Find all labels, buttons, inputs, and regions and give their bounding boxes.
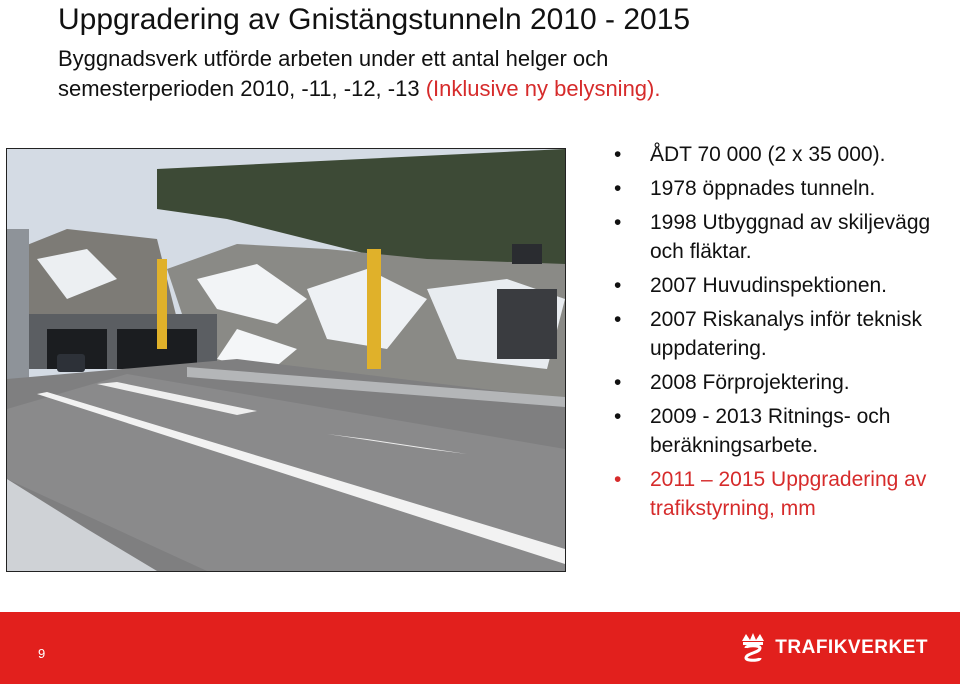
list-item-highlight: • 2011 – 2015 Uppgradering av trafikstyrning, mm xyxy=(612,465,952,523)
list-item: • 2008 Förprojektering. xyxy=(612,368,952,397)
tunnel-photo-illustration xyxy=(7,149,565,571)
logo-text: TRAFIKVERKET xyxy=(775,637,928,658)
crown-icon xyxy=(739,631,767,665)
trafikverket-logo xyxy=(739,630,928,666)
list-item: • 2007 Riskanalys inför teknisk uppdatering. xyxy=(612,305,952,363)
subtitle-line-2-text: semesterperioden 2010, -11, -12, -13 xyxy=(58,76,426,101)
list-item: • 2007 Huvudinspektionen. xyxy=(612,271,952,300)
subtitle-line-2 xyxy=(58,74,858,104)
slide-subtitle xyxy=(58,44,858,104)
subtitle-line-2-highlight: (Inklusive ny belysning). xyxy=(425,76,661,101)
list-item: • 1998 Utbyggnad av skiljevägg och fläktar. xyxy=(612,208,952,266)
subtitle-line-1: Byggnadsverk utförde arbeten under ett antal helger och xyxy=(58,46,609,71)
list-item: • 2009 - 2013 Ritnings- och beräkningsarbete. xyxy=(612,402,952,460)
list-item: • 1978 öppnades tunneln. xyxy=(612,174,952,203)
fact-list xyxy=(612,140,952,528)
list-item: • ÅDT 70 000 (2 x 35 000). xyxy=(612,140,952,169)
tunnel-photo xyxy=(6,148,566,572)
page-number: 9 xyxy=(38,646,46,661)
slide-title: Uppgradering av Gnistängstunneln 2010 - 2015 xyxy=(58,3,691,36)
